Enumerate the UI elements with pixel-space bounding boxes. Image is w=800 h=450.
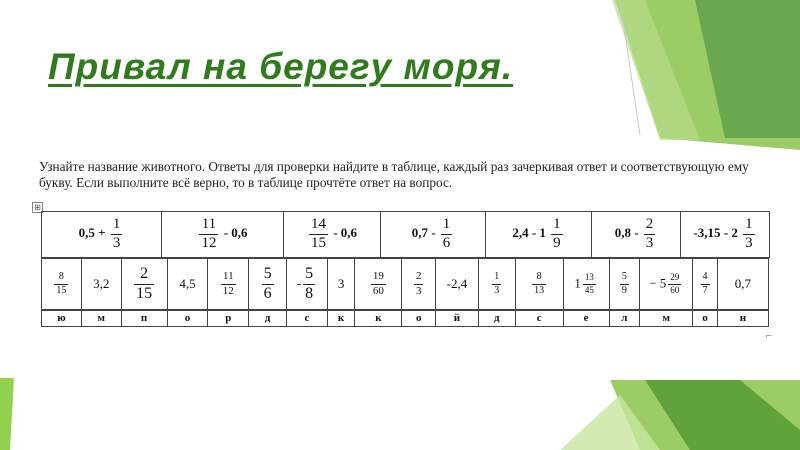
expression-cell: 0,5 + $\frac{1}{3}$ (42, 212, 162, 258)
answers-row (42, 259, 769, 310)
fraction: $\frac{5}{8}$ (305, 264, 314, 302)
fraction: $\frac{1}{3}$ (112, 216, 121, 251)
letter-cell: н (717, 311, 768, 327)
letters-table (41, 310, 769, 327)
fraction: $\frac{4}{7}$ (702, 271, 708, 296)
fraction: $\frac{1}{3}$ (494, 271, 500, 296)
letter-cell: м (81, 311, 121, 327)
letter-cell: р (208, 311, 249, 327)
answer-cell: - $\frac{5}{8}$ (286, 259, 327, 310)
fraction: $\frac{5}{9}$ (621, 271, 627, 296)
answer-cell (693, 259, 718, 310)
answer-cell: 4,5 (167, 259, 208, 310)
letter-cell: д (249, 311, 287, 327)
fraction: $\frac{2}{15}$ (136, 264, 153, 302)
fraction: $\frac{1}{9}$ (553, 216, 561, 251)
letters-row (42, 311, 769, 327)
letter-cell: м (640, 311, 693, 327)
letter-cell: п (121, 311, 167, 327)
table-end-marker-icon: ⌐ (765, 332, 773, 342)
fraction: $\frac{2}{3}$ (645, 216, 654, 251)
letter-cell: л (609, 311, 640, 327)
letter-cell: с (286, 311, 327, 327)
answer-cell (609, 259, 640, 310)
letter-cell: й (436, 311, 479, 327)
answer-cell (402, 259, 436, 310)
fraction: $\frac{1}{3}$ (745, 216, 753, 251)
fraction: $\frac{14}{15}$ (310, 216, 326, 251)
expression-cell: $\frac{11}{12}$ - 0,6 (162, 212, 284, 258)
answer-cell (355, 259, 402, 310)
answer-cell (121, 259, 167, 310)
fraction: $\frac{29}{60}$ (670, 271, 680, 295)
fraction: $\frac{1}{6}$ (442, 216, 451, 251)
answer-cell: 3,2 (81, 259, 121, 310)
fraction: $\frac{11}{12}$ (222, 269, 234, 297)
fraction: $\frac{8}{15}$ (56, 271, 67, 296)
expressions-table (41, 211, 770, 258)
answer-cell: -2,4 (436, 259, 479, 310)
letter-cell: о (402, 311, 436, 327)
task-instructions: Узнайте название животного. Ответы для проверки найдите в таблице, каждый раз зачеркивая ответ и соответствующую ему букву. Если выполните всё верно, то в таблице прочтёте ответ на вопрос. (39, 159, 749, 190)
fraction: $\frac{11}{12}$ (201, 216, 217, 251)
fraction: $\frac{5}{6}$ (263, 264, 272, 302)
letter-cell: с (515, 311, 563, 327)
expression-cell: $\frac{14}{15}$ - 0,6 (284, 212, 381, 258)
letter-cell: к (327, 311, 355, 327)
fraction: $\frac{8}{13}$ (534, 271, 545, 296)
answer-cell (249, 259, 287, 310)
answer-cell (208, 259, 249, 310)
fraction: $\frac{2}{3}$ (415, 269, 422, 297)
expression-cell: 0,7 - $\frac{1}{6}$ (381, 212, 486, 258)
answer-cell: 3 (327, 259, 355, 310)
expression-cell: 0,8 - $\frac{2}{3}$ (592, 212, 681, 258)
answer-cell: − 5 $\frac{29}{60}$ (640, 259, 693, 310)
answers-table (41, 258, 769, 310)
letter-cell: о (693, 311, 718, 327)
letter-cell: к (355, 311, 402, 327)
answer-cell: 0,7 (717, 259, 768, 310)
table-move-handle-icon[interactable]: ⊞ (32, 202, 43, 213)
letter-cell: д (478, 311, 515, 327)
answer-cell (42, 259, 82, 310)
expressions-row (42, 212, 770, 258)
expression-cell: -3,15 - 2 $\frac{1}{3}$ (681, 212, 770, 258)
answer-cell (478, 259, 515, 310)
slide-title: Привал на берегу моря. (48, 46, 514, 87)
letter-cell: ю (42, 311, 82, 327)
fraction: $\frac{19}{60}$ (372, 269, 384, 297)
letter-cell: е (563, 311, 609, 327)
answer-cell: 1 $\frac{13}{45}$ (563, 259, 609, 310)
fraction: $\frac{13}{45}$ (584, 271, 594, 295)
expression-cell: 2,4 - 1 $\frac{1}{9}$ (486, 212, 592, 258)
answer-cell (515, 259, 563, 310)
letter-cell: о (167, 311, 208, 327)
